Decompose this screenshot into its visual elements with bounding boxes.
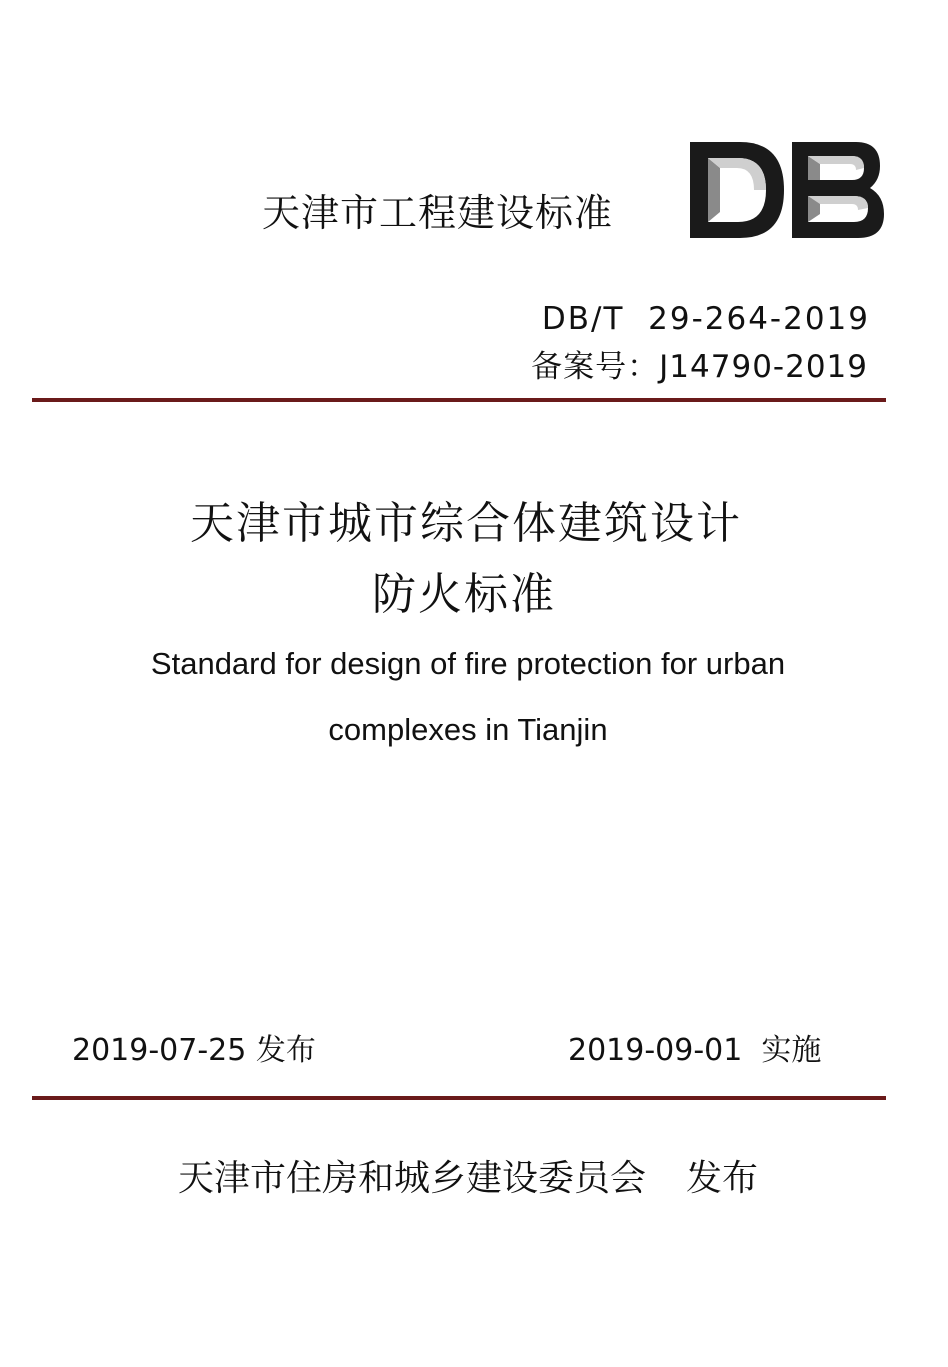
series-title: 天津市工程建设标准	[262, 191, 614, 235]
title-cn-line-2: 防火标准	[372, 569, 556, 620]
standard-number: DB/T 29-264-2019	[541, 301, 870, 337]
db-logo-icon	[688, 138, 888, 242]
publisher-action: 发布	[686, 1158, 759, 1199]
title-en-line-2: complexes in Tianjin	[328, 712, 608, 747]
db-logo	[688, 138, 888, 242]
record-number: 备案号：J14790-2019	[531, 349, 868, 385]
logo-letter-d	[690, 142, 784, 238]
publisher-name: 天津市住房和城乡建设委员会	[177, 1158, 646, 1199]
publisher-line	[0, 1154, 942, 1204]
top-divider	[32, 398, 886, 402]
bottom-divider	[32, 1096, 886, 1100]
implementation-date: 2019-09-01 实施	[568, 1033, 822, 1068]
title-en-line-1: Standard for design of fire protection for urban	[150, 646, 786, 681]
logo-letter-b	[792, 142, 884, 238]
title-cn-line-1: 天津市城市综合体建筑设计	[190, 498, 742, 549]
issue-date: 2019-07-25 发布	[72, 1033, 316, 1068]
